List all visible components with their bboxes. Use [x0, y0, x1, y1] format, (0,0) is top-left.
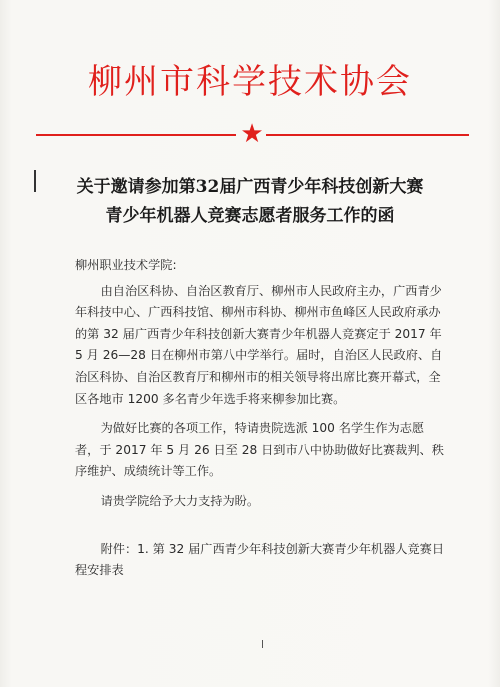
page-mark — [262, 640, 263, 648]
attachment-line: 附件：1. 第 32 届广西青少年科技创新大赛青少年机器人竞赛日程安排表 — [75, 541, 445, 578]
subject-line-1: 关于邀请参加第32届广西青少年科技创新大赛 — [76, 177, 424, 197]
letterhead-rule-right — [266, 134, 469, 136]
letterhead-title: 柳州市科学技术协会 — [88, 62, 412, 102]
salutation: 柳州职业技术学院: — [75, 258, 177, 272]
body-paragraph-2: 为做好比赛的各项工作，特请贵院选派 100 名学生作为志愿者，于 2017 年 5 月 26 日至 28 日到市八中协助做好比赛裁判、秩序维护、成绩统计等工作。 — [75, 421, 444, 479]
letter-body — [75, 255, 445, 582]
letterhead-rule-left — [36, 134, 236, 136]
letter-subject — [0, 173, 500, 231]
body-paragraph-3: 请贵学院给予大力支持为盼。 — [100, 493, 260, 508]
subject-line-2: 青少年机器人竞赛志愿者服务工作的函 — [105, 206, 395, 226]
body-paragraph-1: 由自治区科协、自治区教育厅、柳州市人民政府主办，广西青少年科技中心、广西科技馆、柳州市科协、柳州市鱼峰区人民政府承办的第 32 届广西青少年科技创新大赛青少年机器人竞赛定于 2017 年 5 月 26—28 日在柳州市第八中学举行。届时，自治区人民政府、自治区科协、自治区教育厅和柳州市的相关领导将出席比赛开幕式，全区各地市 1200 多名青少年选手将来柳参加比赛。 — [75, 283, 443, 406]
star-icon: ★ — [240, 119, 264, 149]
